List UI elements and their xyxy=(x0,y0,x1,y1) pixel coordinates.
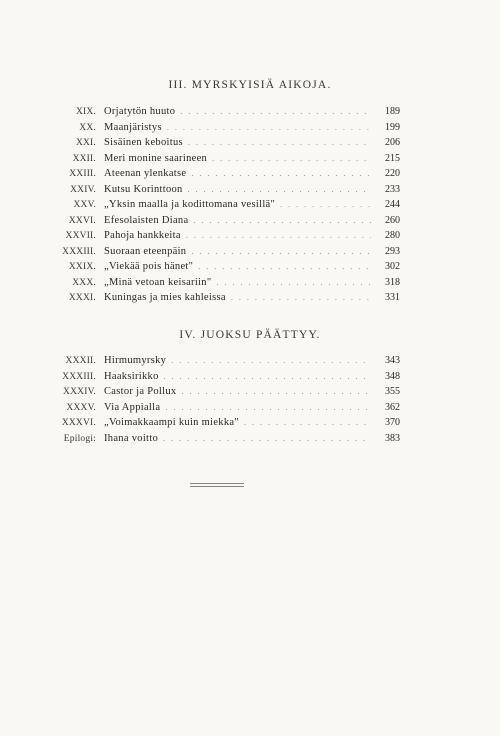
chapter-number: XXXV. xyxy=(66,402,96,413)
chapter-title: Sisäinen keboitus xyxy=(104,137,183,148)
leader-dots xyxy=(163,431,371,447)
page-number: 280 xyxy=(385,230,400,241)
toc-entry xyxy=(40,369,400,385)
section-heading-iv: IV. JUOKSU PÄÄTTYY. xyxy=(179,329,321,341)
section-heading-iii: III. MYRSKYISIÄ AIKOJA. xyxy=(168,79,332,91)
chapter-number: Epilogi: xyxy=(63,433,96,444)
chapter-title: Meri monine saarineen xyxy=(104,152,208,164)
leader-dots xyxy=(180,104,371,120)
chapter-number: XX. xyxy=(79,122,96,133)
chapter-title: „Voimakkaampi kuin miekka" xyxy=(104,417,239,428)
toc-list-section-iii xyxy=(40,104,400,306)
toc-entry xyxy=(40,431,400,447)
leader-dots xyxy=(167,120,371,136)
page-number: 343 xyxy=(385,355,400,366)
leader-dots xyxy=(171,353,371,369)
page-number: 220 xyxy=(385,168,400,179)
chapter-number: XIX. xyxy=(75,107,96,117)
leader-dots xyxy=(165,400,371,416)
page-number: 244 xyxy=(385,199,400,210)
chapter-number: XXIII. xyxy=(69,169,96,179)
chapter-number: XXIX. xyxy=(68,262,96,272)
toc-entry xyxy=(40,182,400,198)
toc-entry xyxy=(40,120,400,136)
toc-entry xyxy=(40,213,400,229)
chapter-number: XXXVI. xyxy=(61,418,96,428)
leader-dots xyxy=(231,290,371,306)
page-number: 348 xyxy=(385,370,400,382)
toc-entry xyxy=(40,290,400,306)
chapter-number: XXV. xyxy=(73,200,96,210)
toc-entry xyxy=(40,244,400,260)
leader-dots xyxy=(191,244,371,260)
leader-dots xyxy=(188,135,371,151)
page-number: 215 xyxy=(385,152,400,164)
leader-dots xyxy=(188,182,371,198)
chapter-title: Kuningas ja mies kahleissa xyxy=(104,292,226,303)
toc-entry xyxy=(40,104,400,120)
leader-dots xyxy=(198,259,371,275)
chapter-title: Ateenan ylenkatse xyxy=(104,168,187,179)
chapter-number: XXIV. xyxy=(70,184,96,195)
chapter-number: XXXIII. xyxy=(62,246,96,257)
page-number: 362 xyxy=(385,401,400,413)
toc-entry xyxy=(40,353,400,369)
leader-dots xyxy=(181,384,371,400)
chapter-title: Castor ja Pollux xyxy=(104,386,177,397)
page-number: 293 xyxy=(385,245,400,257)
leader-dots xyxy=(244,415,371,431)
page-number: 331 xyxy=(385,292,400,303)
page-number: 383 xyxy=(385,432,400,444)
chapter-title: Suoraan eteenpäin xyxy=(104,245,187,257)
chapter-title: Orjatytön huuto xyxy=(104,106,176,117)
end-rule-divider xyxy=(190,486,244,487)
leader-dots xyxy=(191,166,371,182)
chapter-number: XXVII. xyxy=(65,231,96,241)
toc-entry xyxy=(40,400,400,416)
page-number: 260 xyxy=(385,214,400,226)
leader-dots xyxy=(186,228,371,244)
toc-entry xyxy=(40,166,400,182)
page-number: 318 xyxy=(385,276,400,288)
leader-dots xyxy=(216,275,371,291)
chapter-title: „Viekää pois hänet" xyxy=(104,261,194,272)
chapter-title: Maanjäristys xyxy=(104,121,162,133)
page-number: 189 xyxy=(385,106,400,117)
chapter-number: XXII. xyxy=(72,153,96,164)
chapter-number: XXX. xyxy=(72,277,96,288)
chapter-number: XXXI. xyxy=(68,293,96,303)
toc-entry xyxy=(40,259,400,275)
chapter-title: Via Appialla xyxy=(104,401,161,413)
chapter-title: Pahoja hankkeita xyxy=(104,230,181,241)
chapter-title: Efesolaisten Diana xyxy=(104,214,189,226)
page-number: 355 xyxy=(385,386,400,397)
page-number: 206 xyxy=(385,137,400,148)
chapter-number: XXXIV. xyxy=(63,387,96,397)
chapter-title: „Minä vetoan keisariin" xyxy=(104,276,212,288)
chapter-number: XXXIII. xyxy=(62,371,96,382)
toc-entry xyxy=(40,135,400,151)
page-number: 302 xyxy=(385,261,400,272)
page-number: 199 xyxy=(385,121,400,133)
toc-entry xyxy=(40,151,400,167)
chapter-title: Haaksirikko xyxy=(104,370,159,382)
toc-entry xyxy=(40,415,400,431)
leader-dots xyxy=(164,369,371,385)
chapter-title: „Yksin maalla ja kodittomana vesillä" xyxy=(104,199,276,210)
toc-list-section-iv xyxy=(40,353,400,446)
chapter-number: XXVI. xyxy=(68,215,96,226)
chapter-title: Ihana voitto xyxy=(104,432,159,444)
chapter-number: XXXII. xyxy=(65,356,96,366)
end-rule-divider xyxy=(190,483,244,484)
leader-dots xyxy=(280,197,371,213)
chapter-title: Kutsu Korinttoon xyxy=(104,183,183,195)
chapter-title: Hirmumyrsky xyxy=(104,355,167,366)
page-number: 233 xyxy=(385,183,400,195)
toc-entry xyxy=(40,197,400,213)
leader-dots xyxy=(212,151,371,167)
chapter-number: XXI. xyxy=(75,138,96,148)
toc-entry xyxy=(40,275,400,291)
toc-entry xyxy=(40,384,400,400)
toc-entry xyxy=(40,228,400,244)
page-number: 370 xyxy=(385,417,400,428)
leader-dots xyxy=(193,213,371,229)
